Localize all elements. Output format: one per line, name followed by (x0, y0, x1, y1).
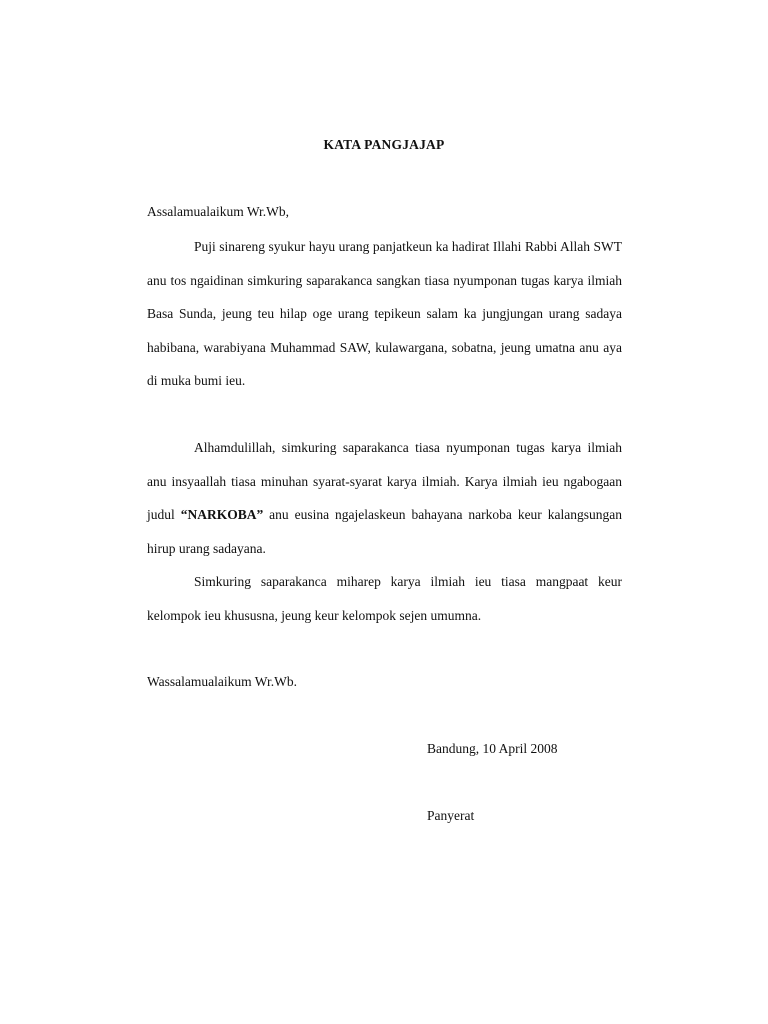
closing: Wassalamualaikum Wr.Wb. (147, 674, 297, 689)
paragraph-2-text-start: Alhamdulillah, simkuring saparakanca tiasa nyumponan tugas karya ilmiah anu insyaallah tiasa minuhan syarat-syarat karya ilmiah. Karya ilmiah ieu ngabogaan judul (147, 440, 622, 522)
greeting: Assalamualaikum Wr.Wb, (147, 204, 290, 219)
paragraph-1: Puji sinareng syukur hayu urang panjatkeun ka hadirat Illahi Rabbi Allah SWT anu tos ngaidinan simkuring saparakanca sangkan tiasa nyumponan tugas karya ilmiah Basa Sunda, jeung teu hilap oge urang tepikeun salam ka jungjungan urang sadaya habibana, warabiyana Muhammad SAW, kulawargana, sobatna, jeung umatna anu aya di muka bumi ieu. (147, 239, 622, 388)
paragraph-2-text-end: anu eusina ngajelaskeun bahayana narkoba keur kalangsungan hirup urang sadayana. (147, 507, 622, 556)
document-title: KATA PANGJAJAP (323, 137, 445, 152)
place-date: Bandung, 10 April 2008 (427, 741, 558, 756)
paragraph-2 (147, 431, 622, 565)
paragraph-2-bold-title: “NARKOBA” (180, 507, 264, 522)
paragraph-3: Simkuring saparakanca miharep karya ilmiah ieu tiasa mangpaat keur kelompok ieu khususna, jeung keur kelompok sejen umumna. (147, 574, 622, 623)
signer: Panyerat (427, 808, 475, 823)
